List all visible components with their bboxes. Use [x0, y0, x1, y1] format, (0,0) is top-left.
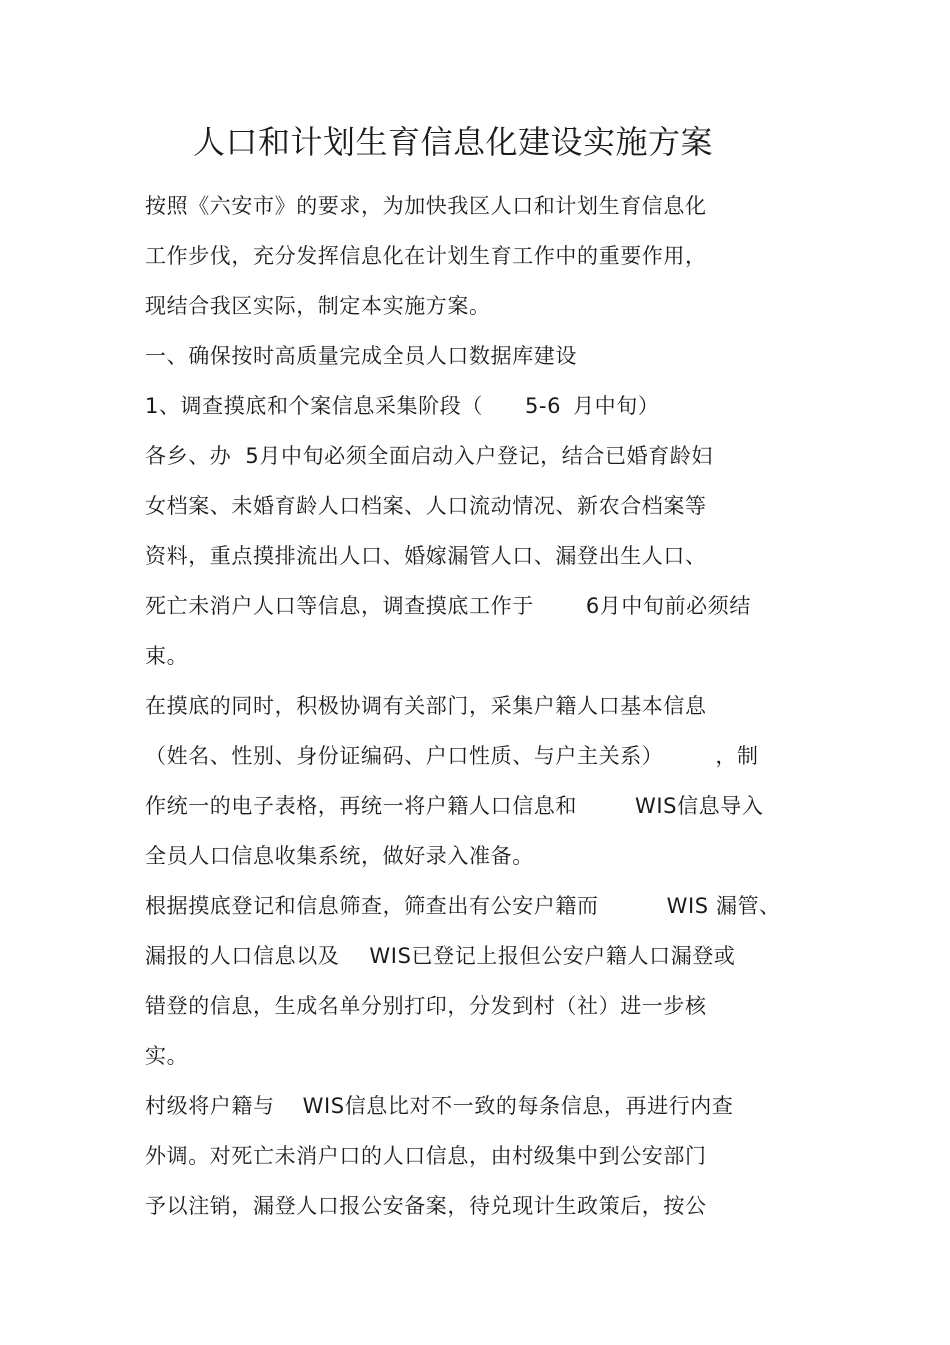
- paragraph-line: 错登的信息，生成名单分别打印，分发到村（社）进一步核: [145, 994, 707, 1018]
- paragraph-line: 予以注销，漏登人口报公安备案，待兑现计生政策后，按公: [145, 1194, 707, 1218]
- subsection-heading-text: 1、调查摸底和个案信息采集阶段（: [145, 394, 483, 418]
- paragraph-line: 外调。对死亡未消户口的人口信息，由村级集中到公安部门: [145, 1144, 707, 1168]
- text-segment: 6月中旬前必须结: [585, 594, 751, 618]
- paragraph-line: [145, 1091, 734, 1121]
- text-segment: 村级将户籍与: [145, 1094, 275, 1118]
- date-range: 5-6: [524, 394, 562, 418]
- text-segment: （姓名、性别、身份证编码、户口性质、与户主关系）: [145, 744, 664, 768]
- text-segment: 漏报的人口信息以及: [145, 944, 340, 968]
- paragraph-line: 束。: [145, 644, 189, 668]
- paragraph-line: 女档案、未婚育龄人口档案、人口流动情况、新农合档案等: [145, 494, 707, 518]
- text-segment: 死亡未消户人口等信息，调查摸底工作于: [145, 594, 534, 618]
- section-heading: 一、确保按时高质量完成全员人口数据库建设: [145, 344, 577, 368]
- paragraph-line: 现结合我区实际，制定本实施方案。: [145, 294, 491, 318]
- paragraph-line: [145, 741, 759, 771]
- paragraph-line: 实。: [145, 1044, 189, 1068]
- text-segment: ，制: [715, 744, 759, 768]
- text-segment: 各乡、办: [145, 444, 232, 468]
- text-segment: WIS 漏管、: [666, 894, 781, 918]
- text-segment: 5月中旬必须全面启动入户登记，结合已婚育龄妇: [245, 444, 713, 468]
- text-segment: 根据摸底登记和信息筛查，筛查出有公安户籍而: [145, 894, 599, 918]
- text-segment: WIS已登记上报但公安户籍人口漏登或: [369, 944, 736, 968]
- date-suffix: 月中旬）: [573, 394, 660, 418]
- text-segment: 作统一的电子表格，再统一将户籍人口信息和: [145, 794, 577, 818]
- document-title: 人口和计划生育信息化建设实施方案: [193, 123, 714, 161]
- paragraph-line: 工作步伐，充分发挥信息化在计划生育工作中的重要作用，: [145, 244, 707, 268]
- text-segment: WIS信息比对不一致的每条信息，再进行内查: [302, 1094, 734, 1118]
- paragraph-line: 全员人口信息收集系统，做好录入准备。: [145, 844, 534, 868]
- paragraph-line: [145, 591, 751, 621]
- text-segment: WIS信息导入: [635, 794, 764, 818]
- paragraph-line: [145, 941, 736, 971]
- paragraph-line: 在摸底的同时，积极协调有关部门，采集户籍人口基本信息: [145, 694, 707, 718]
- subsection-heading-line: [145, 391, 659, 421]
- paragraph-line: [145, 441, 713, 471]
- paragraph-line: 按照《六安市》的要求，为加快我区人口和计划生育信息化: [145, 194, 707, 218]
- paragraph-line: [145, 891, 781, 921]
- paragraph-line: [145, 791, 764, 821]
- paragraph-line: 资料，重点摸排流出人口、婚嫁漏管人口、漏登出生人口、: [145, 544, 707, 568]
